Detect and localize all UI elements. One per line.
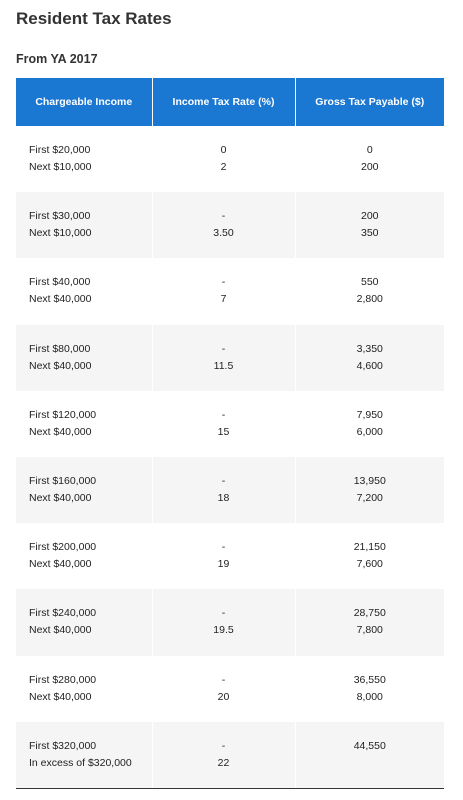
income-first: First $200,000 [29, 541, 97, 554]
rate-next: 22 [217, 756, 230, 769]
gross-first: 550 [360, 276, 379, 289]
income-cell [16, 126, 152, 192]
rate-first: 0 [220, 144, 227, 157]
gross-next: 4,600 [356, 359, 383, 372]
table-row [16, 126, 444, 192]
income-first: First $320,000 [29, 739, 97, 752]
gross-cell [295, 457, 444, 523]
section-subtitle: From YA 2017 [16, 52, 98, 66]
income-cell [16, 722, 152, 789]
income-next: Next $10,000 [29, 161, 92, 174]
rate-cell [152, 391, 295, 457]
gross-first: 28,750 [353, 607, 386, 620]
income-first: First $120,000 [29, 408, 97, 421]
gross-next: 350 [360, 227, 379, 240]
gross-cell [295, 523, 444, 589]
header-gross-tax-payable: Gross Tax Payable ($) [295, 78, 444, 126]
rate-first: - [221, 541, 226, 554]
table-row [16, 523, 444, 589]
income-cell [16, 589, 152, 655]
income-cell [16, 523, 152, 589]
gross-cell [295, 722, 444, 789]
income-cell [16, 325, 152, 391]
rate-next: 19.5 [213, 624, 234, 637]
income-next: Next $40,000 [29, 293, 92, 306]
rate-first: - [221, 210, 226, 223]
gross-next [296, 755, 445, 772]
gross-first: 21,150 [353, 541, 386, 554]
rate-cell [152, 258, 295, 324]
gross-cell [295, 656, 444, 722]
income-next: Next $40,000 [29, 492, 92, 505]
table-row [16, 722, 444, 789]
gross-cell [295, 589, 444, 655]
gross-first: 44,550 [353, 739, 386, 752]
table-row [16, 589, 444, 655]
page-title: Resident Tax Rates [16, 9, 172, 28]
rate-first: - [221, 408, 226, 421]
income-cell [16, 192, 152, 258]
rate-first: - [221, 739, 226, 752]
tax-rates-table [16, 78, 444, 789]
rate-next: 2 [220, 161, 227, 174]
gross-next: 7,800 [356, 624, 383, 637]
table-row [16, 457, 444, 523]
rate-first: - [221, 673, 226, 686]
income-first: First $160,000 [29, 475, 97, 488]
gross-cell [295, 126, 444, 192]
table-row [16, 391, 444, 457]
income-first: First $80,000 [29, 342, 91, 355]
rate-first: - [221, 475, 226, 488]
table-row [16, 258, 444, 324]
gross-first: 0 [366, 144, 373, 157]
income-next: Next $40,000 [29, 425, 92, 438]
income-next: Next $40,000 [29, 690, 92, 703]
gross-next: 6,000 [356, 425, 383, 438]
income-first: First $30,000 [29, 210, 91, 223]
gross-cell [295, 325, 444, 391]
rate-first: - [221, 342, 226, 355]
table-row [16, 656, 444, 722]
income-cell [16, 391, 152, 457]
rate-next: 3.50 [213, 227, 234, 240]
income-first: First $20,000 [29, 144, 91, 157]
rate-cell [152, 722, 295, 789]
rate-cell [152, 325, 295, 391]
rate-first: - [221, 276, 226, 289]
gross-cell [295, 258, 444, 324]
rate-next: 15 [217, 425, 230, 438]
gross-next: 2,800 [356, 293, 383, 306]
gross-first: 200 [360, 210, 379, 223]
income-cell [16, 457, 152, 523]
income-first: First $40,000 [29, 276, 91, 289]
rate-cell [152, 523, 295, 589]
rate-cell [152, 589, 295, 655]
income-cell [16, 258, 152, 324]
income-next: Next $40,000 [29, 558, 92, 571]
gross-first: 13,950 [353, 475, 386, 488]
rate-next: 18 [217, 492, 230, 505]
header-row [16, 78, 444, 126]
gross-next: 7,200 [356, 492, 383, 505]
gross-cell [295, 391, 444, 457]
income-first: First $240,000 [29, 607, 97, 620]
table-body [16, 126, 444, 788]
rate-next: 11.5 [213, 359, 234, 372]
rate-cell [152, 656, 295, 722]
rate-next: 7 [220, 293, 227, 306]
gross-next: 200 [360, 161, 379, 174]
rate-next: 19 [217, 558, 230, 571]
income-next: In excess of $320,000 [29, 756, 132, 769]
rate-first: - [221, 607, 226, 620]
gross-next: 8,000 [356, 690, 383, 703]
rate-cell [152, 457, 295, 523]
header-chargeable-income: Chargeable Income [16, 78, 152, 126]
rate-next: 20 [217, 690, 230, 703]
gross-first: 36,550 [353, 673, 386, 686]
income-first: First $280,000 [29, 673, 97, 686]
gross-first: 3,350 [356, 342, 383, 355]
rate-cell [152, 192, 295, 258]
income-cell [16, 656, 152, 722]
gross-first: 7,950 [356, 408, 383, 421]
gross-next: 7,600 [356, 558, 383, 571]
table-row [16, 192, 444, 258]
gross-cell [295, 192, 444, 258]
header-income-tax-rate: Income Tax Rate (%) [152, 78, 295, 126]
table-row [16, 325, 444, 391]
rate-cell [152, 126, 295, 192]
income-next: Next $40,000 [29, 624, 92, 637]
income-next: Next $40,000 [29, 359, 92, 372]
income-next: Next $10,000 [29, 227, 92, 240]
table-header [16, 78, 444, 126]
